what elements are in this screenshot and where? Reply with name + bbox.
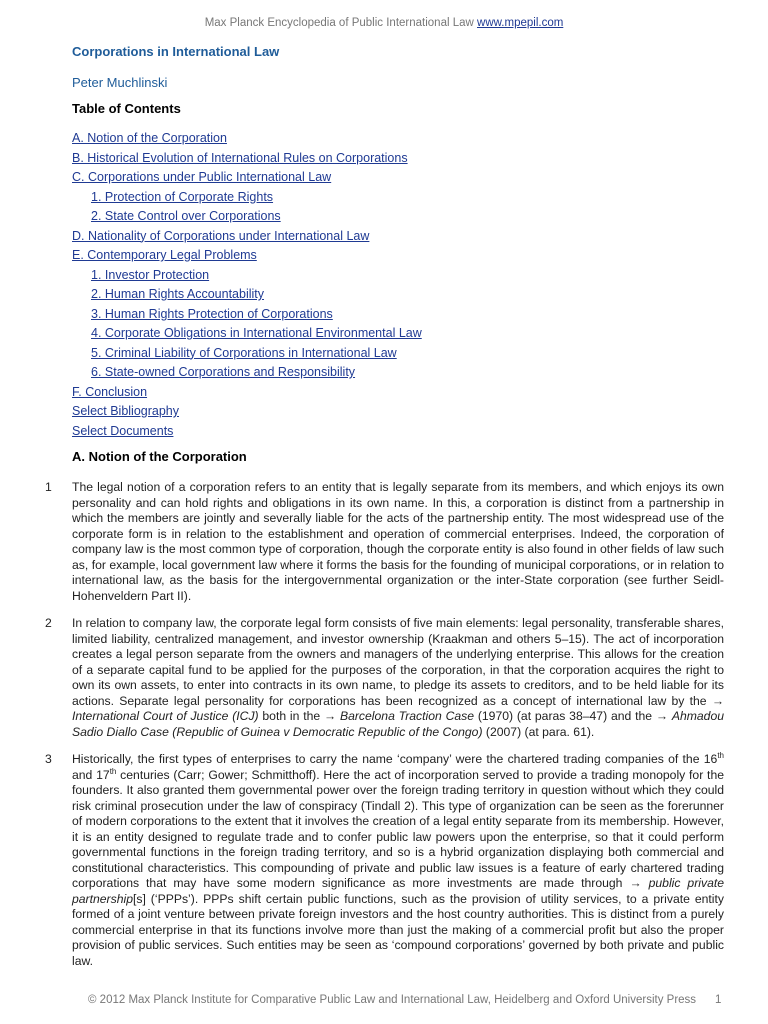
toc-link-e5[interactable]: 5. Criminal Liability of Corporations in International Law bbox=[91, 345, 397, 360]
cross-reference-arrow-icon: → bbox=[711, 693, 724, 708]
paragraph-text: Historically, the first types of enterprises to carry the name ‘company’ were the chartered trading companies of the 16 bbox=[72, 752, 718, 766]
toc-item bbox=[72, 364, 672, 384]
cross-reference-link[interactable]: Ahmadou Sadio Diallo Case (Republic of Guinea v Democratic Republic of the Congo) bbox=[72, 709, 724, 739]
site-link[interactable]: www.mpepil.com bbox=[477, 17, 564, 29]
paragraph-2 bbox=[72, 616, 724, 740]
paragraph-text: and 17 bbox=[72, 767, 110, 782]
cross-reference-link[interactable]: Barcelona Traction Case bbox=[339, 709, 475, 723]
paragraph-text: both in the bbox=[258, 709, 324, 723]
toc-link-e6[interactable]: 6. State-owned Corporations and Responsibility bbox=[91, 365, 356, 379]
toc-item bbox=[72, 208, 672, 228]
author-name: Peter Muchlinski bbox=[72, 75, 168, 90]
toc-link-e1[interactable]: 1. Investor Protection bbox=[91, 267, 210, 282]
toc-item bbox=[72, 267, 672, 287]
toc-item bbox=[72, 150, 672, 170]
toc-link-c[interactable]: C. Corporations under Public International Law bbox=[72, 170, 332, 184]
toc-item bbox=[72, 403, 672, 423]
toc-item bbox=[72, 345, 672, 365]
toc-link-d[interactable]: D. Nationality of Corporations under International Law bbox=[72, 228, 370, 243]
toc-link-b[interactable]: B. Historical Evolution of International Rules on Corporations bbox=[72, 150, 408, 165]
toc-link-e3[interactable]: 3. Human Rights Protection of Corporations bbox=[91, 306, 333, 321]
toc-link-c1[interactable]: 1. Protection of Corporate Rights bbox=[91, 189, 274, 204]
toc-item bbox=[72, 228, 672, 248]
paragraph-text: centuries (Carr; Gower; Schmitthoff). Here the act of incorporation served to provide a trading monopoly for the founders. It also granted them governmental power over the foreign trading territory in question without which they could risk criminal prosecution under the law of conspiracy (Tindall 2). This type of organization can be seen as the forerunner of modern corporations to the extent that it involves the creation of a legal entity separate from its membership. However, it is an entity designed to regulate trade and to confer public law powers upon the enterprise, so that it could perform governmental functions in the foreign trading territory, and so is a hybrid organization displaying both commercial and constitutional characteristics. This compounding of private and public law issues is a feature of early chartered trading corporations that may have some modern significance as more investments are made through bbox=[72, 767, 725, 890]
toc-link-f[interactable]: F. Conclusion bbox=[72, 384, 148, 399]
toc-item bbox=[72, 325, 672, 345]
running-header bbox=[0, 17, 768, 29]
toc-link-a[interactable]: A. Notion of the Corporation bbox=[72, 131, 227, 145]
toc-item bbox=[72, 189, 672, 209]
paragraph-text: In relation to company law, the corporate legal form consists of five main elements: legal personality, transferable shares, limited liability, centralized management, and investor ownership (Kraakman and others 5–15). The act of incorporation creates a legal person separate from the owners and managers of the underlying enterprise. This allows for the creation of a separate capital fund to be applied for the purposes of the corporation, in that the corporation acquires the right to own its own assets, to enter into contracts in its own name, to pledge its assets to creditors, and to be held liable for its actions. Separate legal personality for corporations has been recognized as a concept of international law by the bbox=[72, 616, 724, 708]
toc-item bbox=[72, 286, 672, 306]
toc-heading: Table of Contents bbox=[72, 101, 181, 116]
superscript: th bbox=[717, 750, 724, 760]
superscript: th bbox=[109, 766, 117, 776]
paragraph-number: 3 bbox=[45, 752, 52, 766]
cross-reference-link[interactable]: International Court of Justice (ICJ) bbox=[72, 709, 259, 723]
page-number: 1 bbox=[715, 994, 722, 1006]
toc-item bbox=[72, 384, 672, 404]
toc-item bbox=[72, 247, 672, 267]
toc-item bbox=[72, 130, 672, 150]
toc-link-e4[interactable]: 4. Corporate Obligations in International Environmental Law bbox=[91, 326, 422, 340]
paragraph-3 bbox=[72, 752, 724, 969]
article-title: Corporations in International Law bbox=[72, 44, 280, 59]
cross-reference-link[interactable]: public private partnership bbox=[72, 876, 725, 906]
toc-item bbox=[72, 423, 672, 443]
running-header-title: Max Planck Encyclopedia of Public International Law bbox=[204, 17, 474, 29]
cross-reference-arrow-icon: → bbox=[629, 876, 649, 890]
cross-reference-arrow-icon: → bbox=[323, 709, 340, 723]
paragraph-number: 2 bbox=[45, 616, 52, 630]
paragraph-text: [s] (‘PPPs’). PPPs shift certain public functions, such as the provision of utility services, to a private entity formed of a joint venture between private foreign investors and the host country authorities. This is distinct from a purely commercial enterprise in that its functions involve more than just the making of a commercial profit but also the proper provision of public services. Such entities may be seen as ‘compound corporations’ governed by both private and public law. bbox=[72, 891, 724, 968]
toc-link-c2[interactable]: 2. State Control over Corporations bbox=[91, 209, 281, 223]
toc-link-e[interactable]: E. Contemporary Legal Problems bbox=[72, 248, 257, 262]
section-heading: A. Notion of the Corporation bbox=[72, 449, 247, 464]
copyright-notice: © 2012 Max Planck Institute for Comparative Public Law and International Law, Heidelberg and Oxford University Press bbox=[88, 994, 697, 1006]
toc-link-e2[interactable]: 2. Human Rights Accountability bbox=[91, 287, 265, 301]
toc-item bbox=[72, 306, 672, 326]
toc-link-bibliography[interactable]: Select Bibliography bbox=[72, 404, 180, 418]
table-of-contents bbox=[72, 130, 672, 442]
cross-reference-arrow-icon: → bbox=[655, 709, 672, 723]
paragraph-1: The legal notion of a corporation refers to an entity that is legally separate from its members, and which enjoys its own personality and can hold rights and obligations in its own name. In this, a corporation is distinct from a partnership in which the members are jointly and severally liable for the acts of the partnership entity. The most widespread use of the corporate form is in relation to the establishment and operation of commercial enterprises. Indeed, the corporation of company law is the most common type of corporation, though the corporate entity is also found in other fields of law such as, for example, local government law where it forms the basis for the founding of municipal corporations, or in relation to international law, as the basis for the intergovernmental organization or the inter-State corporation (see further Seidl-Hohenveldern Part II). bbox=[72, 480, 724, 603]
paragraph-text: (1970) (at paras 38–47) and the bbox=[474, 709, 656, 723]
toc-item bbox=[72, 169, 672, 189]
toc-link-documents[interactable]: Select Documents bbox=[72, 423, 174, 438]
paragraph-number: 1 bbox=[45, 480, 52, 494]
paragraph-text: (2007) (at para. 61). bbox=[482, 724, 595, 739]
